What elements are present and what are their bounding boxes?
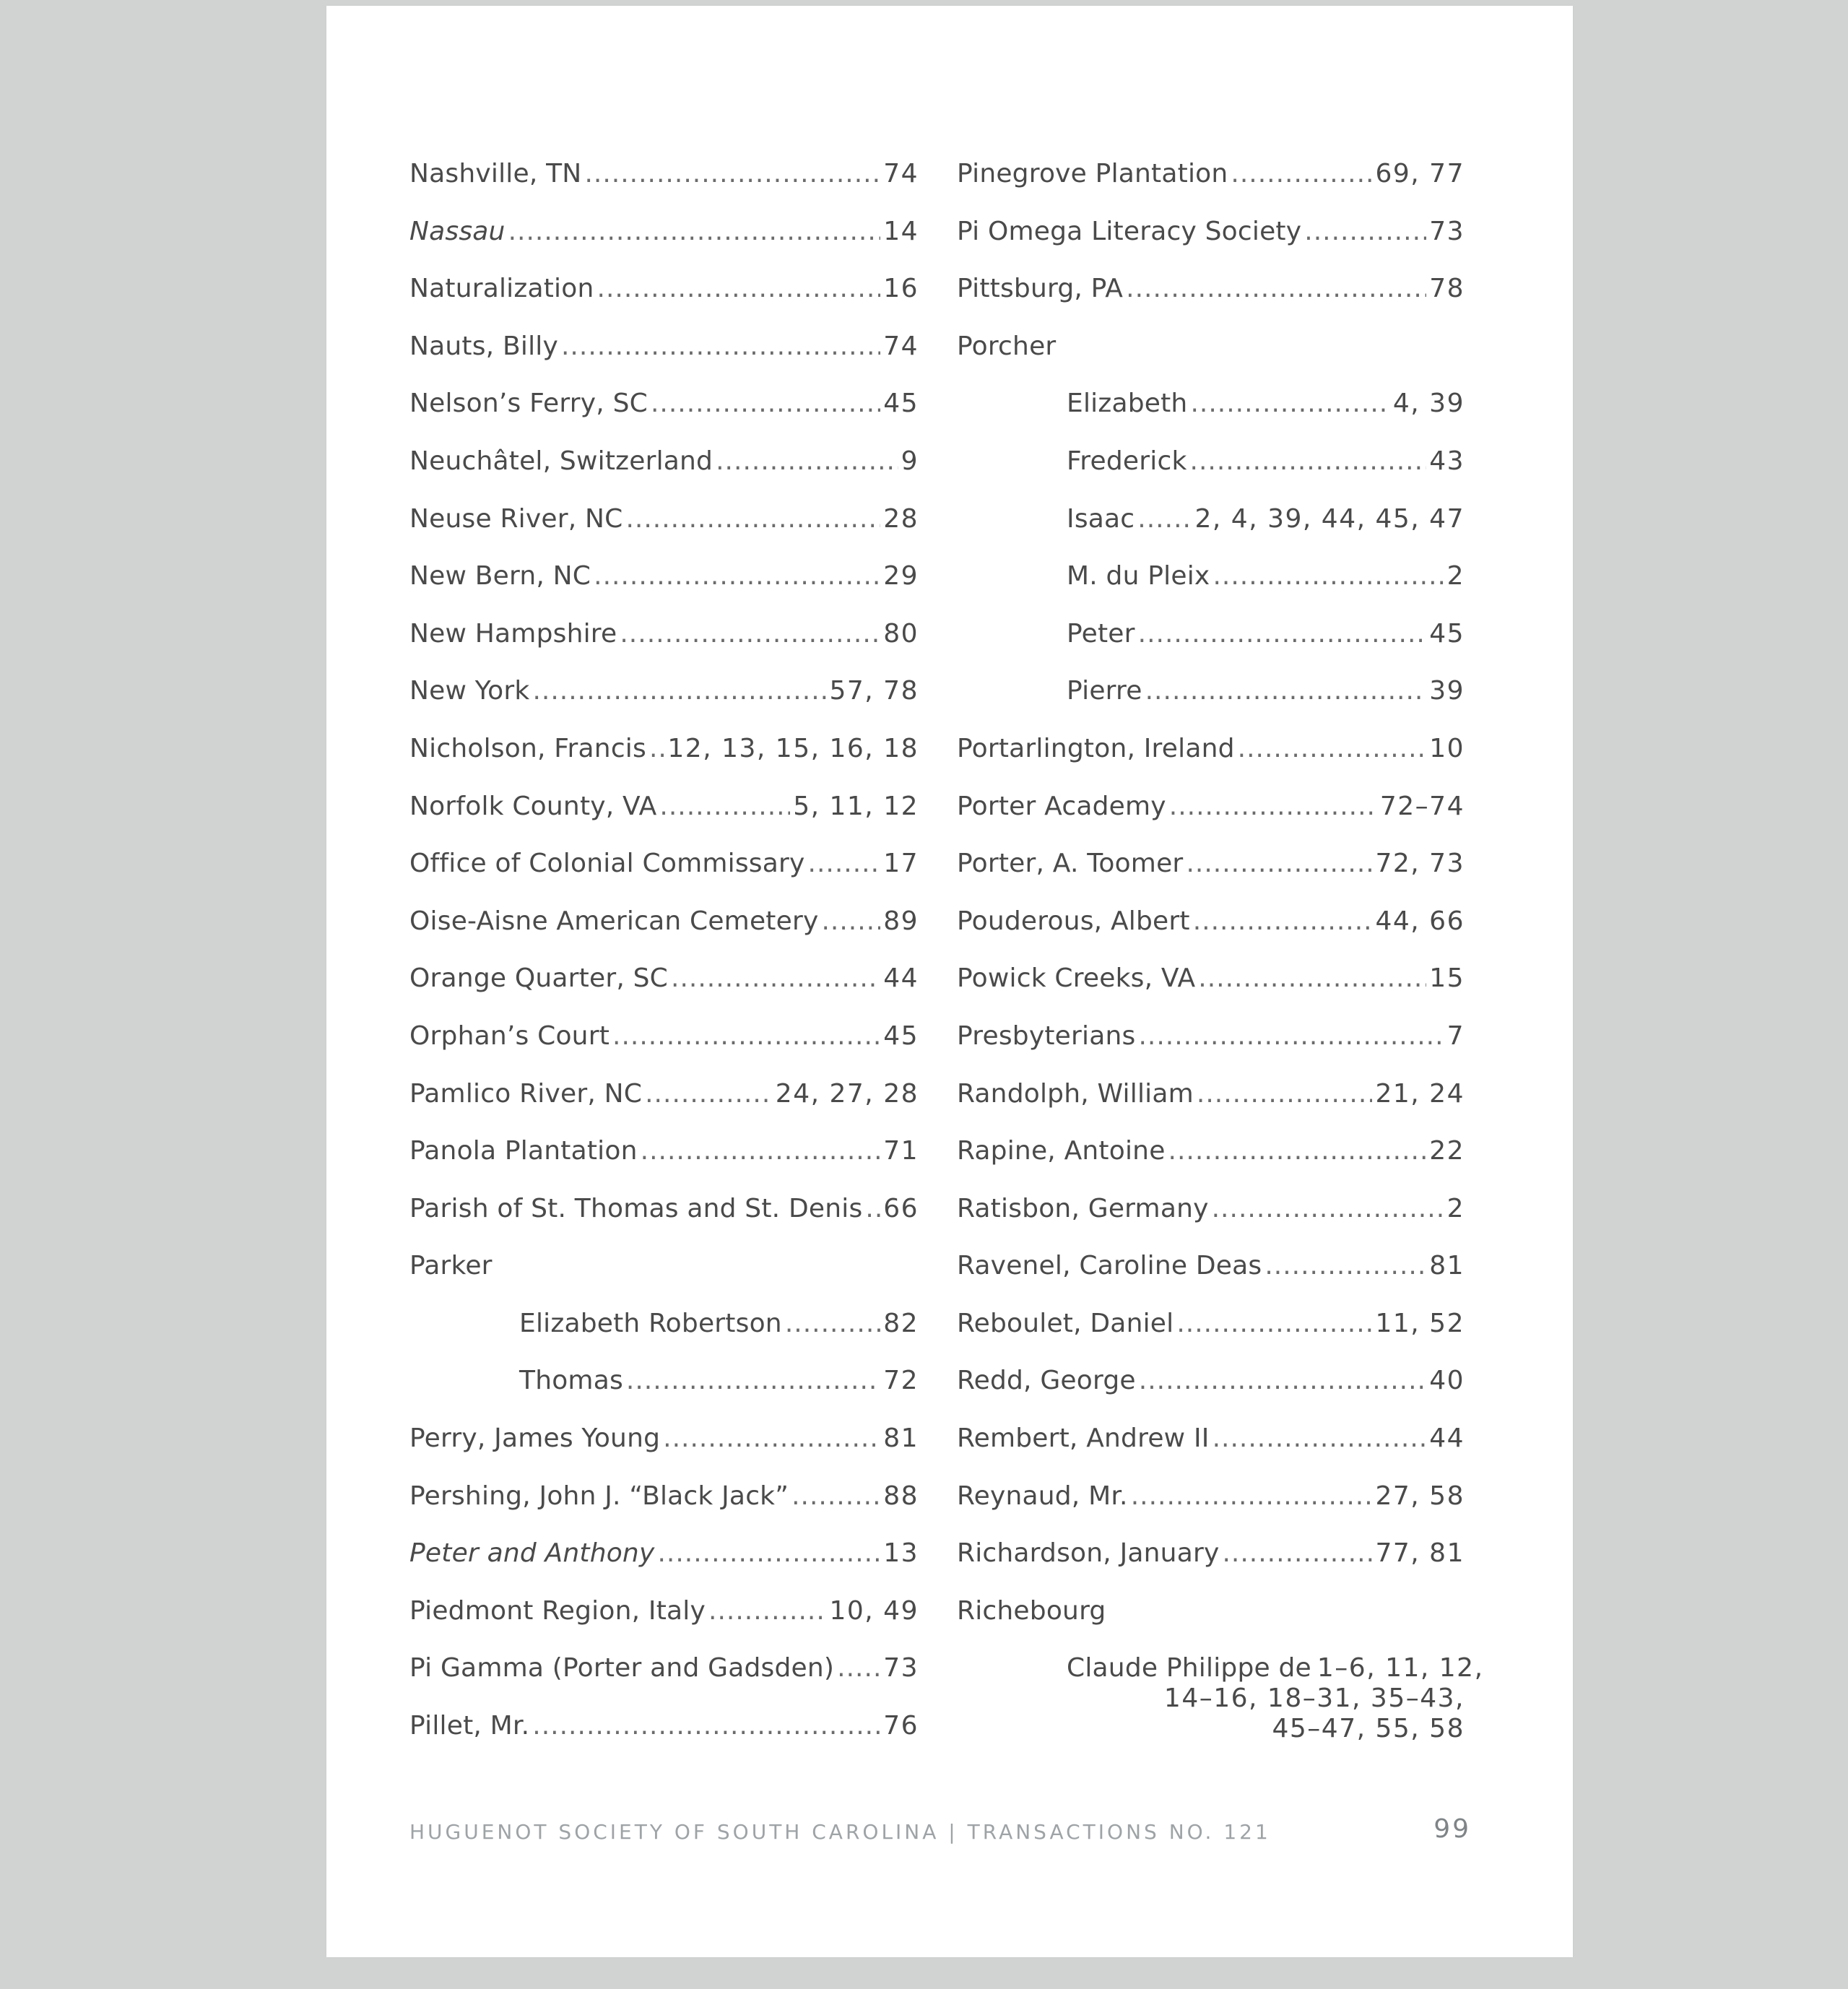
index-entry <box>409 1074 919 1132</box>
entry-term: New Bern, NC <box>409 561 591 592</box>
entry-pages: 29 <box>883 561 919 592</box>
entry-pages: 45 <box>1429 618 1465 649</box>
entry-term: Pillet, Mr. <box>409 1711 530 1741</box>
page-footer <box>409 1811 1471 1855</box>
entry-pages: 71 <box>883 1136 919 1166</box>
entry-term: Pamlico River, NC <box>409 1078 643 1109</box>
entry-pages: 82 <box>883 1308 919 1338</box>
entry-pages: 72 <box>883 1366 919 1396</box>
entry-pages: 57, 78 <box>829 676 919 706</box>
entry-pages: 11, 52 <box>1375 1308 1465 1338</box>
entry-pages: 13 <box>883 1538 919 1569</box>
entry-pages: 43 <box>1429 446 1465 476</box>
index-entry <box>957 1476 1465 1534</box>
entry-pages: 9 <box>901 446 919 476</box>
index-entry <box>409 154 919 212</box>
dot-leader <box>663 1418 880 1459</box>
entry-pages: 10 <box>1429 733 1465 763</box>
dot-leader <box>791 1476 880 1517</box>
index-entry <box>409 1476 919 1534</box>
index-entry <box>957 1189 1465 1247</box>
entry-pages: 44, 66 <box>1375 906 1465 936</box>
dot-leader <box>1138 614 1427 654</box>
entry-pages: 22 <box>1429 1136 1465 1166</box>
dot-leader <box>1190 384 1389 424</box>
entry-pages: 16 <box>883 274 919 304</box>
entry-pages: 66 <box>883 1193 919 1223</box>
entry-pages: 74 <box>883 331 919 361</box>
entry-term: Porcher <box>957 331 1057 361</box>
entry-term: Ratisbon, Germany <box>957 1193 1209 1223</box>
dot-leader <box>1222 1533 1372 1574</box>
dot-leader <box>1213 1418 1427 1459</box>
index-entry <box>957 1016 1465 1074</box>
entry-pages: 74 <box>883 159 919 188</box>
entry-term: Portarlington, Ireland <box>957 733 1235 763</box>
index-entry <box>957 729 1465 786</box>
dot-leader <box>659 786 790 827</box>
entry-term: Pittsburg, PA <box>957 274 1124 304</box>
dot-leader <box>1213 556 1444 597</box>
index-entry <box>957 1361 1465 1418</box>
index-entry <box>409 1648 919 1706</box>
dot-leader <box>1304 212 1426 252</box>
entry-term: Nauts, Billy <box>409 331 558 361</box>
index-heading <box>957 1591 1465 1649</box>
dot-leader <box>1212 1189 1444 1229</box>
index-heading <box>409 1246 919 1304</box>
dot-leader <box>1138 1016 1444 1057</box>
dot-leader <box>821 901 880 942</box>
index-entry <box>409 1016 919 1074</box>
index-entry <box>409 729 919 786</box>
index-subentry <box>409 1304 919 1361</box>
entry-term: Reynaud, Mr. <box>957 1481 1128 1511</box>
entry-pages: 10, 49 <box>829 1595 919 1626</box>
index-entry <box>409 1533 919 1591</box>
index-entry <box>409 614 919 672</box>
entry-term: Reboulet, Daniel <box>957 1308 1174 1338</box>
index-entry <box>957 1246 1465 1304</box>
entry-pages: 69, 77 <box>1375 159 1465 188</box>
index-entry <box>409 384 919 441</box>
index-entry <box>957 1074 1465 1132</box>
entry-term: Norfolk County, VA <box>409 791 657 821</box>
entry-term: M. du Pleix <box>1067 561 1210 592</box>
entry-pages: 15 <box>1429 963 1465 994</box>
dot-leader <box>626 1361 880 1401</box>
entry-term: Neuchâtel, Switzerland <box>409 446 713 476</box>
index-entry <box>957 154 1465 212</box>
dot-leader <box>1238 729 1427 769</box>
entry-pages: 44 <box>1429 1424 1465 1454</box>
entry-term: Randolph, William <box>957 1078 1194 1109</box>
dot-leader <box>1264 1246 1426 1286</box>
entry-term: Peter <box>1067 618 1135 649</box>
entry-term: Richebourg <box>957 1595 1106 1626</box>
index-column-right <box>957 154 1484 1744</box>
entry-pages: 72–74 <box>1379 791 1465 821</box>
entry-pages: 1–6, 11, 12, <box>1316 1653 1484 1684</box>
entry-term: Nicholson, Francis <box>409 733 646 763</box>
entry-pages: 28 <box>883 503 919 534</box>
dot-leader <box>1186 844 1372 884</box>
dot-leader <box>584 154 880 194</box>
dot-leader <box>1145 671 1427 711</box>
entry-pages: 76 <box>883 1711 919 1741</box>
dot-leader <box>641 1131 881 1171</box>
index-entry <box>409 1418 919 1476</box>
index-entry <box>409 901 919 959</box>
entry-pages: 21, 24 <box>1375 1078 1465 1109</box>
entry-term: Neuse River, NC <box>409 503 623 534</box>
index-column-left <box>409 154 919 1764</box>
entry-pages: 14 <box>883 216 919 246</box>
index-entry <box>957 1131 1465 1189</box>
dot-leader <box>1198 958 1426 999</box>
dot-leader <box>1169 786 1377 827</box>
entry-term: Isaac <box>1067 503 1135 534</box>
index-entry <box>409 1706 919 1764</box>
index-entry <box>957 1304 1465 1361</box>
dot-leader <box>671 958 880 999</box>
dot-leader <box>808 844 881 884</box>
entry-pages: 4, 39 <box>1392 389 1465 419</box>
index-entry <box>957 844 1465 901</box>
index-subentry <box>957 556 1465 614</box>
entry-term: Frederick <box>1067 446 1187 476</box>
entry-term: Rembert, Andrew II <box>957 1424 1210 1454</box>
dot-leader <box>597 269 881 309</box>
index-entry <box>957 958 1465 1016</box>
index-entry <box>957 1418 1465 1476</box>
dot-leader <box>1126 269 1426 309</box>
dot-leader <box>1176 1304 1372 1344</box>
dot-leader <box>620 614 880 654</box>
dot-leader <box>651 384 880 424</box>
dot-leader <box>1168 1131 1427 1171</box>
entry-term: Thomas <box>519 1366 623 1396</box>
entry-pages: 39 <box>1429 676 1465 706</box>
index-heading <box>957 326 1465 384</box>
entry-term: Panola Plantation <box>409 1136 638 1166</box>
index-entry <box>409 499 919 557</box>
entry-term: Perry, James Young <box>409 1424 661 1454</box>
dot-leader <box>708 1591 826 1632</box>
index-entry <box>409 1189 919 1247</box>
index-subentry <box>957 614 1465 672</box>
entry-pages: 78 <box>1429 274 1465 304</box>
entry-term: Peter and Anthony <box>409 1538 655 1569</box>
index-entry <box>409 1591 919 1649</box>
entry-pages: 73 <box>883 1653 919 1684</box>
entry-term: Claude Philippe de <box>1067 1653 1311 1684</box>
entry-pages: 2, 4, 39, 44, 45, 47 <box>1194 503 1465 534</box>
dot-leader <box>1231 154 1372 194</box>
entry-term: New Hampshire <box>409 618 617 649</box>
index-entry <box>409 671 919 729</box>
dot-leader <box>508 212 881 252</box>
index-entry <box>957 901 1465 959</box>
dot-leader <box>532 1706 880 1746</box>
index-entry <box>409 556 919 614</box>
entry-pages: 45 <box>883 1020 919 1051</box>
entry-term: Presbyterians <box>957 1020 1136 1051</box>
index-entry <box>957 269 1465 326</box>
entry-term: Elizabeth Robertson <box>519 1308 782 1338</box>
dot-leader <box>561 326 880 367</box>
dot-leader <box>1190 441 1427 482</box>
index-entry <box>409 958 919 1016</box>
dot-leader <box>625 499 880 540</box>
entry-term: New York <box>409 676 530 706</box>
index-subentry <box>957 441 1465 499</box>
index-entry <box>957 212 1465 269</box>
dot-leader <box>1193 901 1373 942</box>
entry-pages: 17 <box>883 849 919 879</box>
index-entry <box>409 269 919 326</box>
entry-pages: 88 <box>883 1481 919 1511</box>
entry-pages: 72, 73 <box>1375 849 1465 879</box>
entry-term: Orphan’s Court <box>409 1020 610 1051</box>
entry-term: Piedmont Region, Italy <box>409 1595 706 1626</box>
entry-pages: 81 <box>1429 1251 1465 1281</box>
entry-term: Porter Academy <box>957 791 1166 821</box>
entry-term: Nassau <box>409 216 506 246</box>
entry-term: Nelson’s Ferry, SC <box>409 389 648 419</box>
entry-pages: 89 <box>883 906 919 936</box>
entry-term: Pierre <box>1067 676 1142 706</box>
index-subentry <box>957 671 1465 729</box>
entry-pages-continuation: 45–47, 55, 58 <box>1272 1714 1465 1744</box>
entry-term: Powick Creeks, VA <box>957 963 1196 994</box>
index-entry <box>409 326 919 384</box>
index-entry <box>409 212 919 269</box>
entry-pages: 40 <box>1429 1366 1465 1396</box>
entry-pages: 80 <box>883 618 919 649</box>
entry-term: Rapine, Antoine <box>957 1136 1166 1166</box>
entry-term: Redd, George <box>957 1366 1136 1396</box>
dot-leader <box>594 556 880 597</box>
entry-pages: 5, 11, 12 <box>793 791 919 821</box>
index-entry <box>409 844 919 901</box>
dot-leader <box>1197 1074 1373 1114</box>
entry-term: Pi Omega Literacy Society <box>957 216 1302 246</box>
index-page <box>326 6 1573 1957</box>
entry-term: Orange Quarter, SC <box>409 963 669 994</box>
dot-leader <box>1139 1361 1426 1401</box>
page-number: 99 <box>1433 1814 1471 1844</box>
dot-leader <box>657 1533 880 1574</box>
index-entry <box>409 441 919 499</box>
entry-pages: 73 <box>1429 216 1465 246</box>
index-subentry <box>957 499 1465 557</box>
entry-pages-continuation: 14–16, 18–31, 35–43, <box>1163 1684 1465 1714</box>
entry-pages: 12, 13, 15, 16, 18 <box>667 733 919 763</box>
index-entry <box>409 1131 919 1189</box>
entry-term: Office of Colonial Commissary <box>409 849 805 879</box>
dot-leader <box>649 729 664 769</box>
entry-pages: 77, 81 <box>1375 1538 1465 1569</box>
entry-pages: 45 <box>883 389 919 419</box>
dot-leader <box>532 671 826 711</box>
entry-term: Porter, A. Toomer <box>957 849 1184 879</box>
entry-term: Richardson, January <box>957 1538 1220 1569</box>
entry-term: Oise-Aisne American Cemetery <box>409 906 819 936</box>
index-subentry <box>957 1648 1484 1744</box>
entry-term: Ravenel, Caroline Deas <box>957 1251 1262 1281</box>
entry-term: Nashville, TN <box>409 159 582 188</box>
entry-pages: 2 <box>1446 1193 1465 1223</box>
dot-leader <box>1137 499 1192 540</box>
entry-pages: 24, 27, 28 <box>775 1078 919 1109</box>
dot-leader <box>716 441 898 482</box>
dot-leader <box>645 1074 773 1114</box>
entry-term: Pinegrove Plantation <box>957 159 1228 188</box>
index-subentry <box>957 384 1465 441</box>
entry-pages: 7 <box>1446 1020 1465 1051</box>
index-entry <box>409 786 919 844</box>
entry-term: Pi Gamma (Porter and Gadsden) <box>409 1653 835 1684</box>
dot-leader <box>612 1016 880 1057</box>
entry-pages: 44 <box>883 963 919 994</box>
entry-term: Pershing, John J. “Black Jack” <box>409 1481 789 1511</box>
entry-term: Naturalization <box>409 274 594 304</box>
dot-leader <box>837 1648 880 1689</box>
dot-leader <box>785 1304 880 1344</box>
entry-term: Parish of St. Thomas and St. Denis <box>409 1193 863 1223</box>
entry-term: Elizabeth <box>1067 389 1188 419</box>
footer-publication: HUGUENOT SOCIETY OF SOUTH CAROLINA | TRANSACTIONS NO. 121 <box>409 1820 1271 1844</box>
index-subentry <box>409 1361 919 1418</box>
entry-pages: 27, 58 <box>1375 1481 1465 1511</box>
dot-leader <box>865 1189 880 1229</box>
dot-leader <box>1131 1476 1373 1517</box>
index-entry <box>957 786 1465 844</box>
entry-term: Pouderous, Albert <box>957 906 1190 936</box>
index-entry <box>957 1533 1465 1591</box>
entry-pages: 2 <box>1446 561 1465 592</box>
entry-term: Parker <box>409 1251 493 1281</box>
entry-pages: 81 <box>883 1424 919 1454</box>
